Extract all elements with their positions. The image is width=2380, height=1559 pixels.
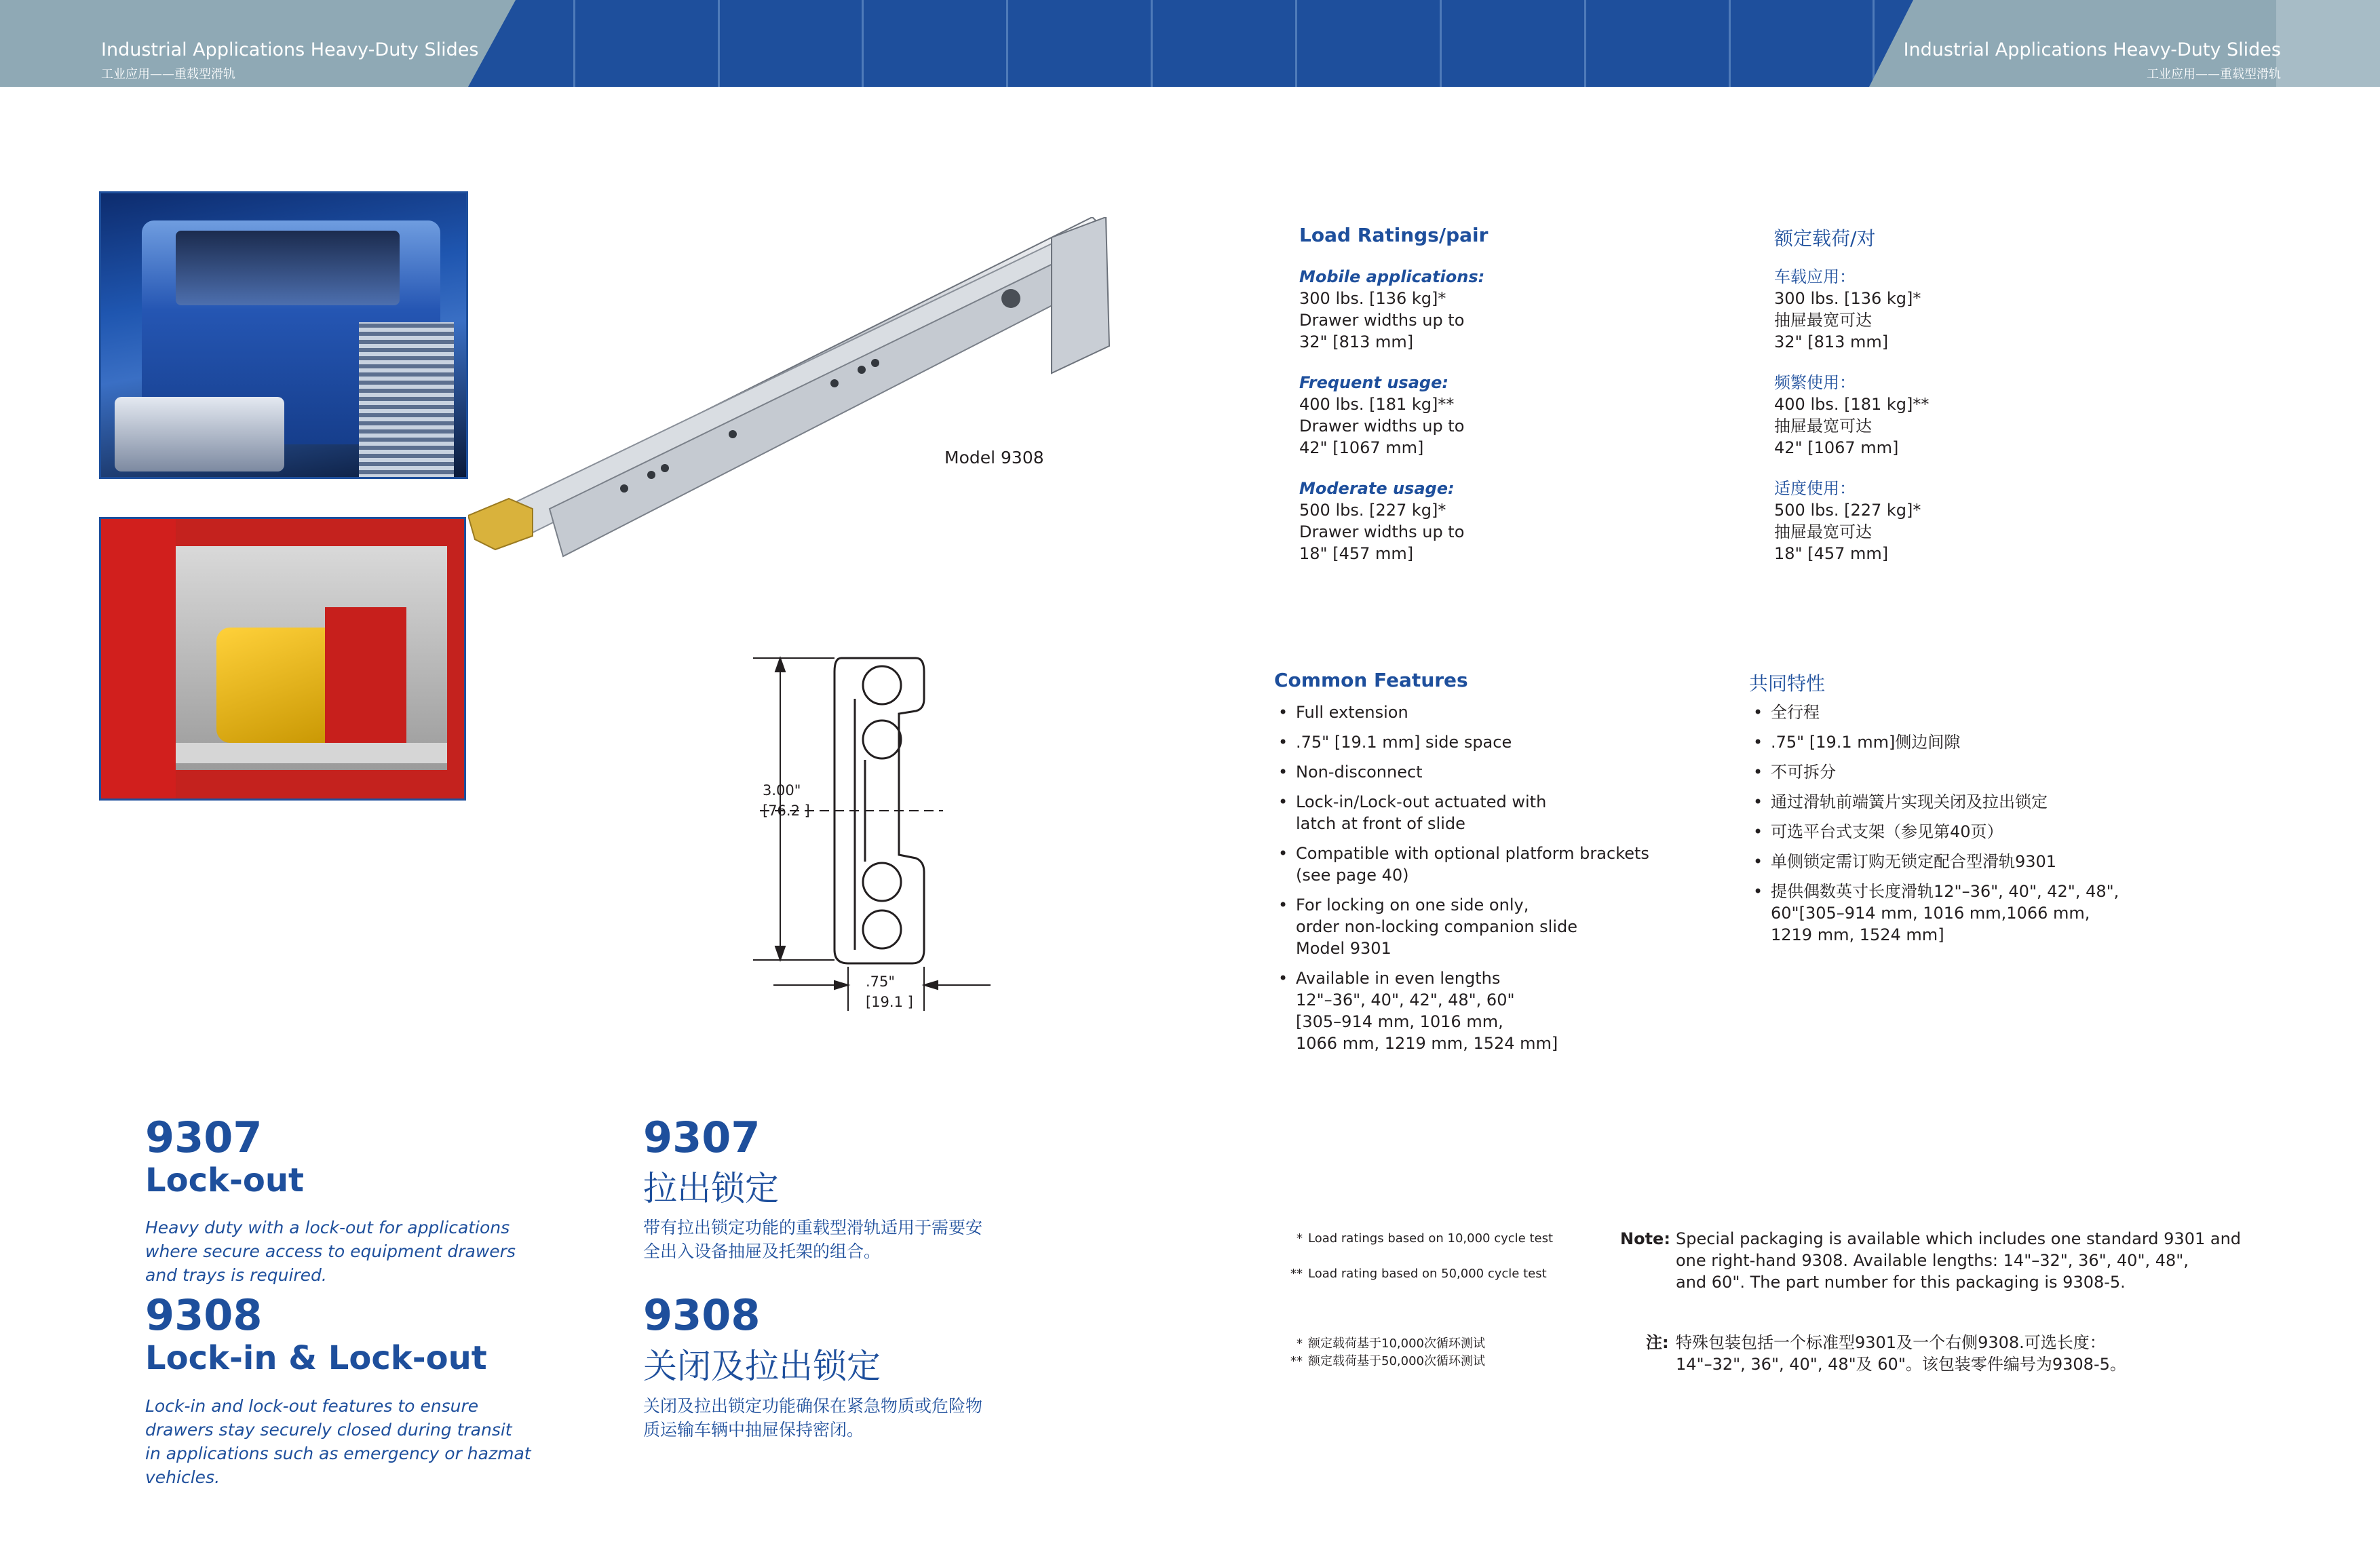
band-divider [862,0,864,87]
header-right-strip [2276,0,2380,87]
dim-height-mm: [76.2 ] [763,803,810,819]
dim-width-mm: [19.1 ] [866,994,913,1010]
rating-label-zh: 频繁使用： [1774,373,1856,392]
fire-truck-photo [99,517,466,801]
truck-photo [99,191,468,479]
dimension-lines [753,658,991,1011]
rating-width-label-zh: 抽屉最宽可达 [1774,522,1872,541]
rating-width-label-zh: 抽屉最宽可达 [1774,417,1872,436]
feature-item: • .75" [19.1 mm] side space [1274,731,1708,753]
band-divider [1873,0,1875,87]
feature-item-zh: • 通过滑轨前端簧片实现关闭及拉出锁定 [1749,791,2238,813]
features-list-en [1274,701,1708,1062]
feature-item-zh: • 可选平台式支架（参见第40页） [1749,821,2238,843]
rating-load-zh: 500 lbs. [227 kg]* [1774,501,1921,520]
truck-windshield [176,231,400,305]
footnote-text-zh: 额定载荷基于10,000次循环测试 [1308,1336,1485,1351]
note-body: Special packaging is available which includes one standard 9301 and one right-hand 9308. Available lengths: 14"–32", 36", 40", 48", and 60". The part number for this packaging is 9308-5. [1676,1229,2242,1292]
model-desc-9308-zh: 关闭及拉出锁定功能确保在紧急物质或危险物 质运输车辆中抽屉保持密闭。 [643,1396,983,1440]
latch-icon [468,499,533,550]
load-ratings-zh [1774,266,1929,564]
truck-grill [359,322,454,478]
rating-load-zh: 400 lbs. [181 kg]** [1774,395,1930,414]
model-title-lockout-zh: 拉出锁定 [643,1169,779,1208]
rating-width-value-zh: 18" [457 mm] [1774,544,1889,563]
header-band [0,0,2380,87]
header-right-subtitle: 工业应用——重载型滑轨 [2147,67,2281,81]
band-divider [1006,0,1008,87]
footnotes-en: * Load ratings based on 10,000 cycle test ** Load rating based on 50,000 cycle test [1290,1231,1554,1281]
header-left-title: Industrial Applications Heavy-Duty Slides [101,39,479,60]
slide-rail [495,217,1109,556]
rating-width-label-zh: 抽屉最宽可达 [1774,311,1872,330]
feature-item: • Available in even lengths 12"–36", 40", 42", 48", 60" [305–914 mm, 1016 mm, 1066 mm, 1219 mm, 1524 mm] [1274,967,1708,1054]
band-divider [1729,0,1731,87]
feature-item: • Compatible with optional platform brackets (see page 40) [1274,843,1708,886]
rating-width-value: 32" [813 mm] [1299,332,1414,351]
profile-drawing [746,651,1004,1018]
model-label: Model 9308 [944,448,1044,467]
note-label: Note: [1620,1229,1670,1248]
rating-load: 300 lbs. [136 kg]* [1299,289,1446,308]
rating-width-value: 42" [1067 mm] [1299,438,1424,457]
rating-width-label: Drawer widths up to [1299,311,1465,330]
feature-item-zh: • 提供偶数英寸长度滑轨12"–36", 40", 42", 48", 60"[305–914 mm, 1016 mm,1066 mm, 1219 mm, 1524 mm] [1749,881,2238,946]
load-ratings-en [1299,266,1484,564]
rating-width-value-zh: 32" [813 mm] [1774,332,1889,351]
footnote-text: Load rating based on 50,000 cycle test [1308,1267,1547,1281]
feature-item: • Lock-in/Lock-out actuated with latch at front of slide [1274,791,1708,834]
load-ratings-title: Load Ratings/pair [1299,224,1489,246]
feature-item-zh: • 不可拆分 [1749,761,2238,783]
rating-load: 400 lbs. [181 kg]** [1299,395,1455,414]
rating-load: 500 lbs. [227 kg]* [1299,501,1446,520]
footnotes-zh: * 额定载荷基于10,000次循环测试 ** 额定载荷基于50,000次循环测试 [1290,1336,1485,1368]
rating-width-label: Drawer widths up to [1299,522,1465,541]
rating-load-zh: 300 lbs. [136 kg]* [1774,289,1921,308]
model-title-lockout: Lock-out [145,1161,304,1199]
rating-width-label: Drawer widths up to [1299,417,1465,436]
band-divider [573,0,575,87]
model-desc-9308: Lock-in and lock-out features to ensure drawers stay securely closed during transit in applications such as emergency or hazmat vehicles. [145,1396,531,1487]
features-list-zh [1749,701,2238,954]
header-right-title: Industrial Applications Heavy-Duty Slides [1903,39,2281,60]
model-number-9308-zh: 9308 [643,1290,761,1340]
band-divider [1151,0,1153,87]
model-desc-9307: Heavy duty with a lock-out for applications where secure access to equipment drawers and trays is required. [145,1218,516,1285]
load-ratings-title-zh: 额定载荷/对 [1774,227,1876,250]
dim-width-in: .75" [866,974,896,990]
band-divider [1584,0,1586,87]
packaging-note-zh [1620,1332,2299,1379]
model-desc-9307-zh: 带有拉出锁定功能的重载型滑轨适用于需要安 全出入设备抽屉及托架的组合。 [643,1218,983,1261]
note-body-zh: 特殊包装包括一个标准型9301及一个右侧9308.可选长度： 14"–32", 36", 40", 48"及 60"。该包装零件编号为9308-5。 [1676,1333,2126,1374]
footnote-text: Load ratings based on 10,000 cycle test [1308,1231,1554,1246]
feature-item: • For locking on one side only, order non-locking companion slide Model 9301 [1274,894,1708,959]
model-title-lockin-lockout-zh: 关闭及拉出锁定 [643,1347,881,1386]
rating-width-value-zh: 42" [1067 mm] [1774,438,1899,457]
note-label-zh: 注: [1646,1333,1669,1352]
rating-width-value: 18" [457 mm] [1299,544,1414,563]
slide-tray [176,743,447,763]
feature-item: • Full extension [1274,701,1708,723]
model-title-lockin-lockout: Lock-in & Lock-out [145,1339,487,1377]
rating-label-zh: 车载应用： [1774,267,1856,286]
band-divider [718,0,720,87]
rating-label-zh: 适度使用： [1774,479,1856,498]
dim-height-in: 3.00" [763,782,801,798]
common-features-title: Common Features [1274,669,1468,691]
feature-item-zh: • 单侧锁定需订购无锁定配合型滑轨9301 [1749,851,2238,872]
slide-product-image [468,217,1119,597]
band-divider [1295,0,1297,87]
rating-label: Mobile applications: [1299,267,1485,286]
rating-label: Frequent usage: [1299,373,1448,392]
feature-item-zh: • .75" [19.1 mm]侧边间隙 [1749,731,2238,753]
footnote-text-zh: 额定载荷基于50,000次循环测试 [1308,1354,1485,1368]
feature-item: • Non-disconnect [1274,761,1708,783]
truck-fuel-tank [115,397,284,471]
feature-item-zh: • 全行程 [1749,701,2238,723]
header-left-subtitle: 工业应用——重载型滑轨 [101,67,235,81]
common-features-title-zh: 共同特性 [1749,672,1826,695]
model-number-9307: 9307 [145,1113,263,1162]
rating-label: Moderate usage: [1299,479,1455,498]
packaging-note [1620,1228,2299,1296]
fire-truck-door [101,519,176,801]
model-number-9308: 9308 [145,1290,263,1340]
band-divider [1440,0,1442,87]
model-number-9307-zh: 9307 [643,1113,761,1162]
red-equipment [325,607,406,743]
